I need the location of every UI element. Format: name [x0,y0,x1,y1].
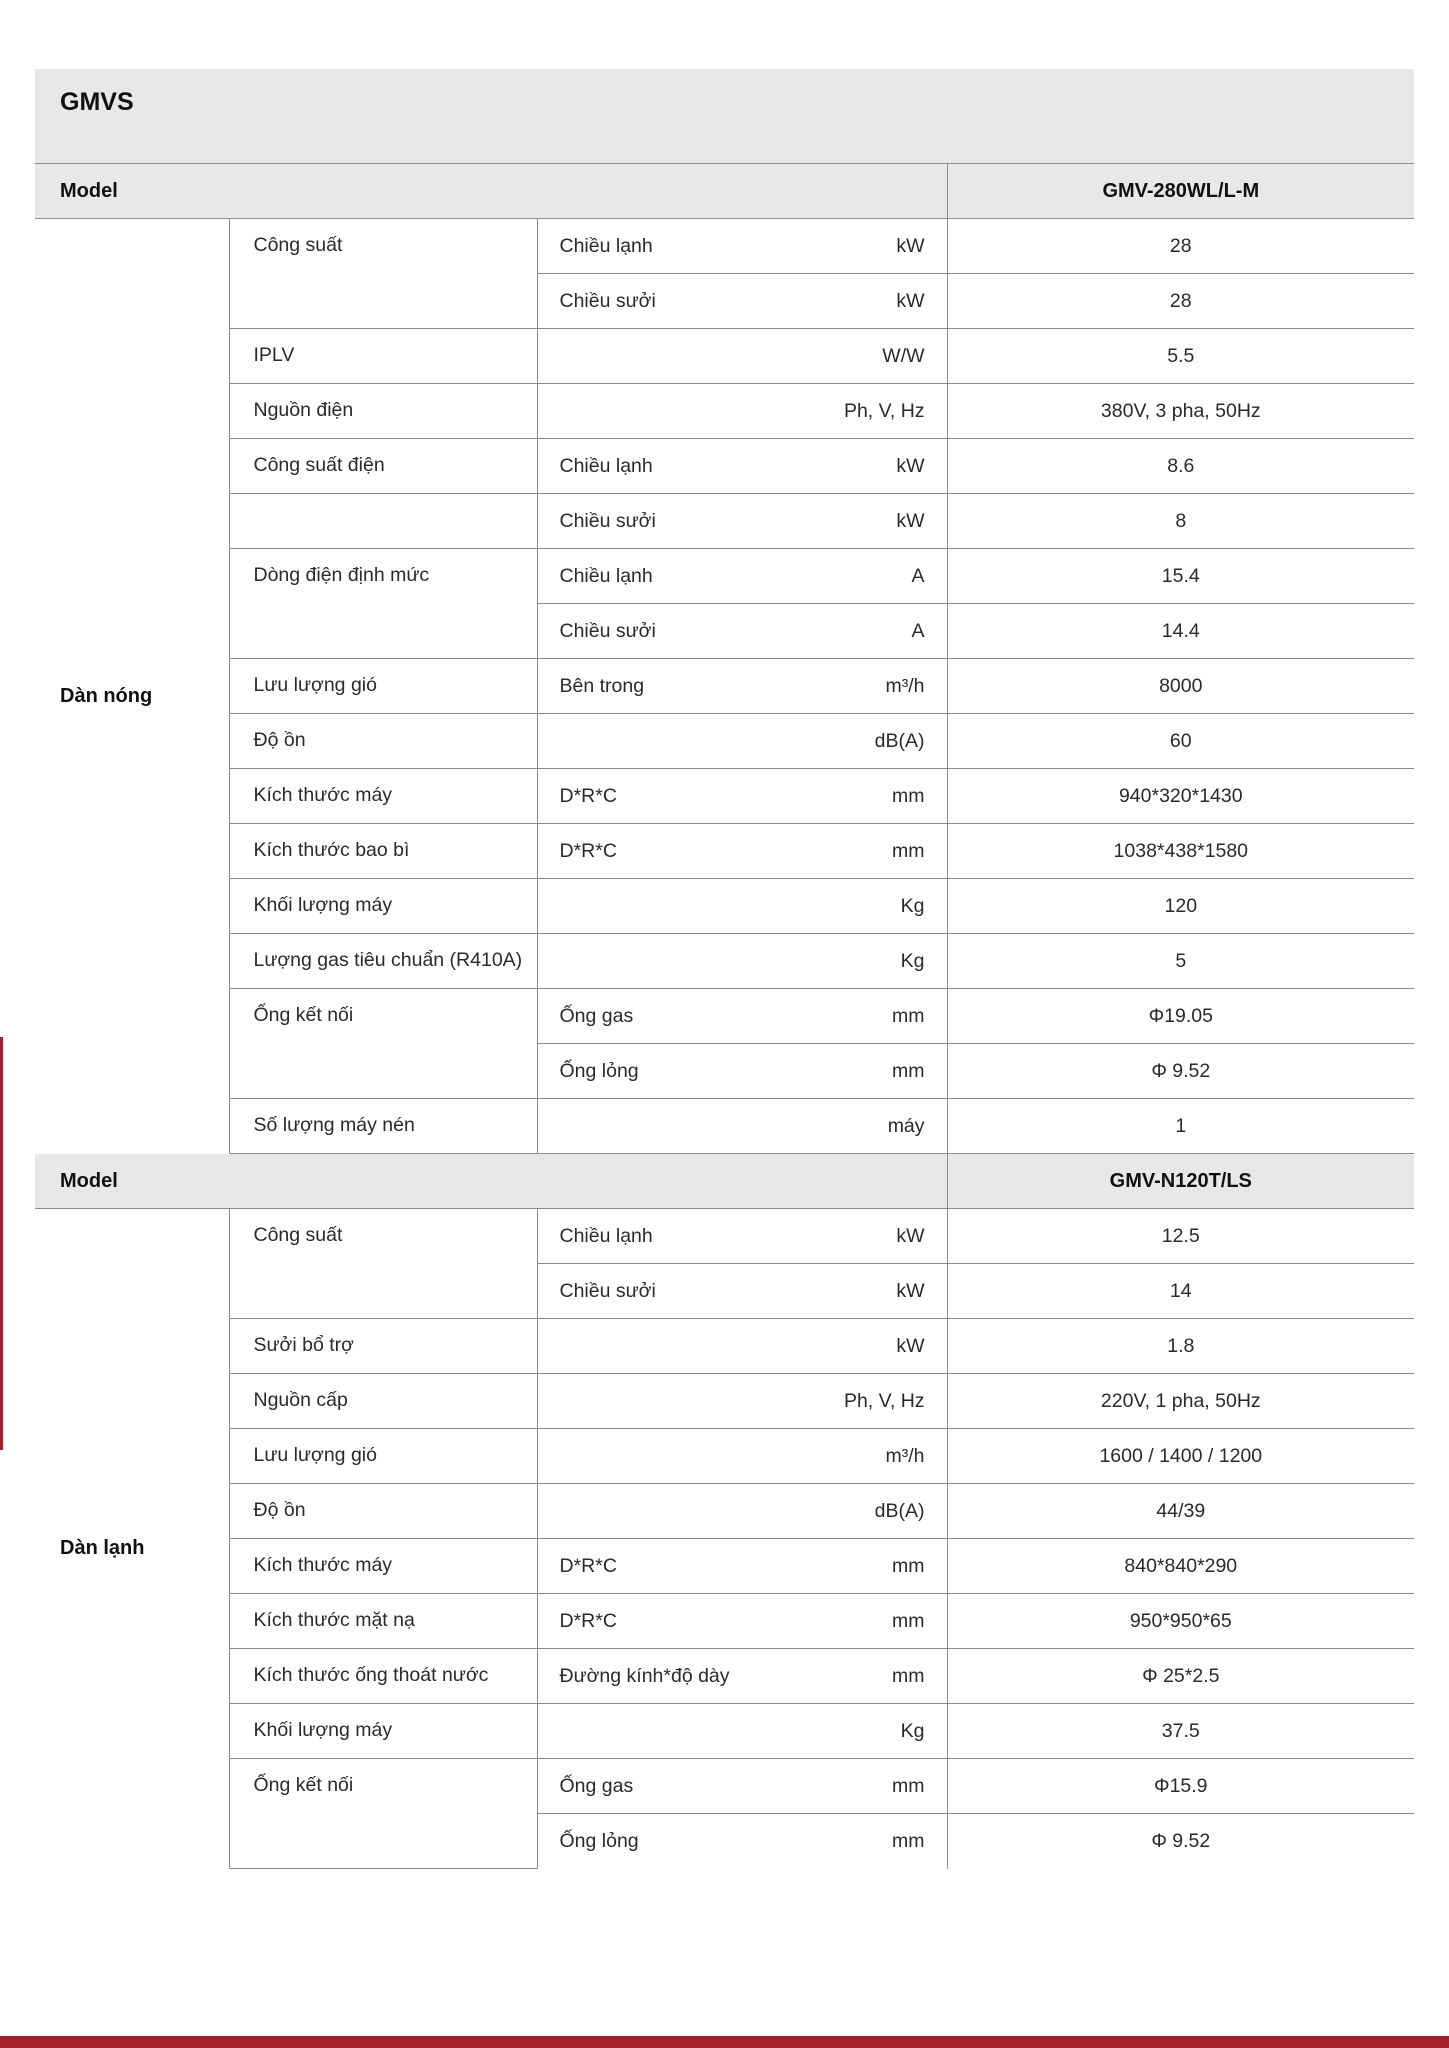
param-cell [229,714,537,769]
value-cell: 220V, 1 pha, 50Hz [947,1374,1414,1429]
unit-cell: mm [757,824,947,879]
spec-row [35,549,1414,604]
spec-row [35,1759,1414,1814]
unit-cell: Ph, V, Hz [757,1374,947,1429]
unit-cell: Kg [757,879,947,934]
model-row [35,1154,1414,1209]
value-cell: 1.8 [947,1319,1414,1374]
model-value: GMV-280WL/L-M [947,164,1414,219]
param-cell [229,549,537,659]
param-cell [229,769,537,824]
spec-row [35,384,1414,439]
unit-cell: máy [757,1099,947,1154]
spec-row [35,1484,1414,1539]
left-accent-stripe [0,1037,3,1450]
value-cell: 14.4 [947,604,1414,659]
param-label: Lưu lượng gió [253,1444,377,1466]
spec-row [35,1374,1414,1429]
condition-cell: Chiều sưởi [537,1264,757,1319]
param-cell [229,1099,537,1154]
unit-cell: dB(A) [757,714,947,769]
param-label: Kích thước ống thoát nước [253,1664,489,1686]
param-cell [229,989,537,1099]
value-cell: Φ19.05 [947,989,1414,1044]
param-cell [229,219,537,329]
param-label: Khối lượng máy [253,894,393,916]
param-label: Ống kết nối [253,1004,354,1026]
spec-row [35,1704,1414,1759]
unit-cell: Kg [757,1704,947,1759]
condition-cell: D*R*C [537,769,757,824]
unit-group-cell [35,1209,229,1869]
unit-cell: kW [757,494,947,549]
unit-cell: mm [892,1829,925,1852]
value-cell: 14 [947,1264,1414,1319]
unit-cell: Ph, V, Hz [757,384,947,439]
param-cell [229,1539,537,1594]
param-cell [229,1649,537,1704]
condition-cell: Chiều lạnh [537,219,757,274]
condition-cell [537,1099,757,1154]
condition-cell [537,879,757,934]
unit-group-cell [35,219,229,1154]
condition-cell [537,934,757,989]
unit-cell: Kg [757,934,947,989]
unit-cell: m³/h [757,659,947,714]
param-cell [229,1319,537,1374]
condition-cell: Chiều lạnh [537,439,757,494]
model-label: Model [35,1154,947,1209]
value-cell: 8 [947,494,1414,549]
condition-cell: Ống lỏng [537,1044,757,1099]
param-label: Công suất [253,234,343,256]
value-cell: 840*840*290 [947,1539,1414,1594]
param-cell [229,1759,537,1869]
param-label: Kích thước bao bì [253,839,410,861]
param-label: Sưởi bổ trợ [253,1334,354,1356]
unit-cell: A [757,549,947,604]
param-label: IPLV [253,344,295,366]
param-cell [229,1704,537,1759]
param-label: Số lượng máy nén [253,1114,415,1136]
unit-cell: m³/h [757,1429,947,1484]
unit-cell: kW [757,439,947,494]
unit-group-label: Dàn lạnh [60,1537,145,1560]
value-cell: 120 [947,879,1414,934]
param-label: Công suất điện [253,454,385,476]
condition-cell [537,1704,757,1759]
value-cell: Φ15.9 [947,1759,1414,1814]
title-band [35,69,1414,164]
condition-cell: D*R*C [537,1594,757,1649]
bottom-accent-bar [0,2036,1449,2048]
unit-group-label: Dàn nóng [60,684,153,707]
spec-row [35,1649,1414,1704]
value-cell: 8000 [947,659,1414,714]
value-cell: 5 [947,934,1414,989]
value-cell: Φ 9.52 [947,1044,1414,1099]
condition-cell: Đường kính*độ dày [537,1649,757,1704]
param-label: Kích thước máy [253,784,393,806]
value-cell: Φ 25*2.5 [947,1649,1414,1704]
spec-row [35,824,1414,879]
condition-cell: Chiều sưởi [537,274,757,329]
condition-cell [537,384,757,439]
spec-row [35,879,1414,934]
unit-cell: kW [757,219,947,274]
unit-cell: kW [757,1319,947,1374]
condition-cell: Ống gas [537,989,757,1044]
value-cell: 28 [947,274,1414,329]
condition-cell: Ống gas [537,1759,757,1814]
condition-cell: D*R*C [537,1539,757,1594]
condition-cell: Chiều lạnh [537,1209,757,1264]
param-cell [229,494,537,549]
spec-row [35,989,1414,1044]
param-label: Nguồn cấp [253,1389,348,1411]
value-cell: 1600 / 1400 / 1200 [947,1429,1414,1484]
param-label: Lưu lượng gió [253,674,377,696]
param-label: Ống kết nối [253,1774,354,1796]
spec-row [35,1594,1414,1649]
unit-cell: mm [757,1539,947,1594]
param-label: Công suất [253,1224,343,1246]
spec-row [35,329,1414,384]
condition-cell: Bên trong [537,659,757,714]
unit-cell: mm [757,1044,947,1099]
model-row [35,164,1414,219]
param-cell [229,659,537,714]
unit-cell: A [757,604,947,659]
value-cell: 60 [947,714,1414,769]
param-cell [229,879,537,934]
unit-cell: mm [757,1759,947,1814]
spec-row [35,1209,1414,1264]
spec-row [35,1319,1414,1374]
value-cell: 37.5 [947,1704,1414,1759]
condition-cell: Chiều sưởi [537,604,757,659]
param-label: Nguồn điện [253,399,354,421]
param-cell [229,329,537,384]
unit-cell: W/W [757,329,947,384]
param-label: Độ ồn [253,1499,306,1521]
unit-cell: kW [757,1209,947,1264]
param-label: Kích thước mặt nạ [253,1609,415,1631]
param-cell [229,439,537,494]
unit-cell: kW [757,1264,947,1319]
unit-cell: mm [757,1594,947,1649]
param-label: Độ ồn [253,729,306,751]
param-cell [229,1374,537,1429]
condition-cell [537,329,757,384]
unit-cell: mm [757,989,947,1044]
unit-cell: dB(A) [757,1484,947,1539]
page-title: GMVS [60,88,134,116]
condition-cell [537,714,757,769]
model-value: GMV-N120T/LS [947,1154,1414,1209]
param-label: Lượng gas tiêu chuẩn (R410A) [253,949,523,971]
unit-cell: mm [757,1649,947,1704]
condition-cell [537,1319,757,1374]
spec-row [35,659,1414,714]
spec-row [35,934,1414,989]
spec-row [35,494,1414,549]
condition-cell: Ống lỏng [537,1814,757,1869]
unit-cell: mm [757,769,947,824]
param-label: Dòng điện định mức [253,564,430,586]
value-cell: 8.6 [947,439,1414,494]
spec-row [35,1539,1414,1594]
spec-row [35,1429,1414,1484]
spec-table [35,164,1414,1869]
value-cell: 44/39 [947,1484,1414,1539]
spec-row [35,439,1414,494]
spec-table-body [35,164,1414,1869]
spec-sheet [35,69,1414,1869]
condition-cell: Chiều sưởi [537,494,757,549]
value-cell: 15.4 [947,549,1414,604]
param-cell [229,1429,537,1484]
spec-row [35,1099,1414,1154]
value-cell: 12.5 [947,1209,1414,1264]
value-cell: 28 [947,219,1414,274]
param-label: Khối lượng máy [253,1719,393,1741]
model-label: Model [35,164,947,219]
param-label: Kích thước máy [253,1554,393,1576]
value-cell: 380V, 3 pha, 50Hz [947,384,1414,439]
value-cell: 1038*438*1580 [947,824,1414,879]
condition-cell [537,1484,757,1539]
param-cell [229,1209,537,1319]
param-cell [229,1484,537,1539]
spec-row [35,219,1414,274]
param-cell [229,934,537,989]
condition-cell: D*R*C [537,824,757,879]
unit-cell: kW [757,274,947,329]
spec-row [35,769,1414,824]
value-cell: 1 [947,1099,1414,1154]
param-cell [229,824,537,879]
spec-row [35,714,1414,769]
param-cell [229,384,537,439]
condition-cell: Chiều lạnh [537,549,757,604]
value-cell: Φ 9.52 [947,1814,1414,1869]
value-cell: 950*950*65 [947,1594,1414,1649]
condition-cell [537,1429,757,1484]
param-cell [229,1594,537,1649]
value-cell: 940*320*1430 [947,769,1414,824]
value-cell: 5.5 [947,329,1414,384]
condition-cell [537,1374,757,1429]
